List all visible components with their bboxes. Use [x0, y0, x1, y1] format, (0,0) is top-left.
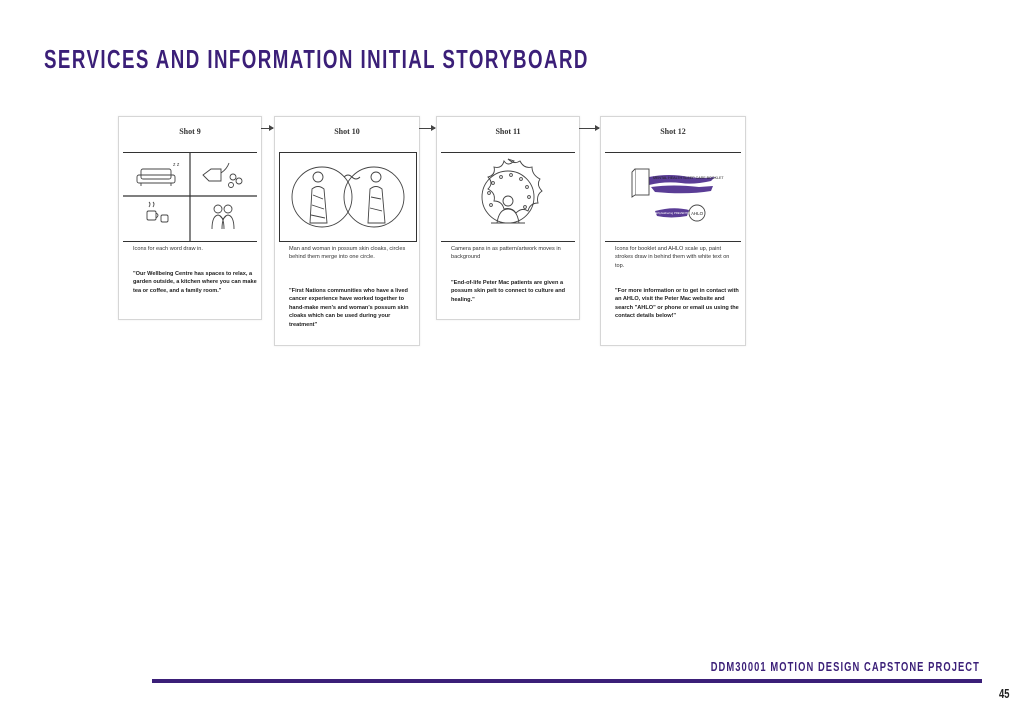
booklet-icon	[632, 169, 649, 197]
storyboard-frame-shot-12	[605, 152, 741, 242]
sketch-booklet-and-ahlo	[605, 153, 741, 241]
svg-text:AHLO: AHLO	[690, 211, 704, 216]
woman-figure-icon	[368, 172, 385, 223]
storyboard-frame-shot-9	[123, 152, 257, 242]
sequence-arrow	[579, 128, 599, 129]
shot-voiceover-quote: "For more information or to get in contact with an AHLO, visit the Peter Mac website and search "AHLO" or phone or email us using the contact details below!"	[615, 288, 739, 320]
page-number: 45	[998, 686, 1009, 701]
shot-description: Icons for each word draw in.	[133, 246, 203, 252]
patient-figure-icon	[491, 196, 525, 223]
storyboard-frame-shot-10	[279, 152, 417, 242]
shot-voiceover-quote: "Our Wellbeing Centre has spaces to relax, a garden outside, a kitchen where you can make tea or coffee, and a family room."	[133, 271, 257, 294]
shot-voiceover-quote: "First Nations communities who have a lived cancer experience have worked together to hand-make men's and woman's possum skin cloaks which can be used during your treatment"	[289, 288, 409, 328]
svg-text:z z: z z	[173, 162, 180, 168]
ahlo-badge-icon	[650, 205, 705, 221]
booklet-title-text: MENTAL HEALTH SLEEP CARE BOOKLET	[653, 176, 724, 180]
sequence-arrow	[261, 128, 273, 129]
shot-description: Camera pans in as pattern/artwork moves in background	[451, 246, 561, 261]
footer-project-title: DDM30001 MOTION DESIGN CAPSTONE PROJECT	[710, 659, 980, 674]
sketch-possum-cloaks	[280, 153, 416, 241]
man-figure-icon	[310, 172, 327, 223]
shot-description: Man and woman in possum skin cloaks, circles behind them merge into one circle.	[289, 246, 406, 261]
tea-cup-icon	[147, 202, 168, 222]
storyboard-card-shot-12	[600, 116, 746, 346]
shot-description: Icons for booklet and AHLO scale up, paint strokes draw in behind them with white text on top.	[615, 246, 730, 269]
shot-label: Shot 12	[660, 127, 686, 136]
storyboard-card-shot-10	[274, 116, 420, 346]
storyboard-card-shot-11	[436, 116, 580, 320]
sketch-wellbeing-icons	[123, 153, 257, 241]
sketch-possum-pelt-pattern	[441, 153, 575, 241]
garden-icon	[203, 163, 242, 188]
shot-label: Shot 11	[495, 127, 521, 136]
shot-label: Shot 9	[179, 127, 201, 136]
shot-label: Shot 10	[334, 127, 360, 136]
page-title: SERVICES AND INFORMATION INITIAL STORYBOARD	[44, 44, 589, 74]
family-icon	[212, 205, 234, 229]
footer-divider	[152, 679, 982, 683]
svg-text:#HealthyGathering PREVENTION: #HealthyGathering PREVENTION	[649, 211, 693, 215]
storyboard-card-shot-9	[118, 116, 262, 320]
sequence-arrow	[419, 128, 435, 129]
shot-voiceover-quote: "End-of-life Peter Mac patients are given a possum skin pelt to connect to culture and healing."	[451, 280, 566, 303]
storyboard-frame-shot-11	[441, 152, 575, 242]
sofa-icon	[137, 162, 180, 186]
